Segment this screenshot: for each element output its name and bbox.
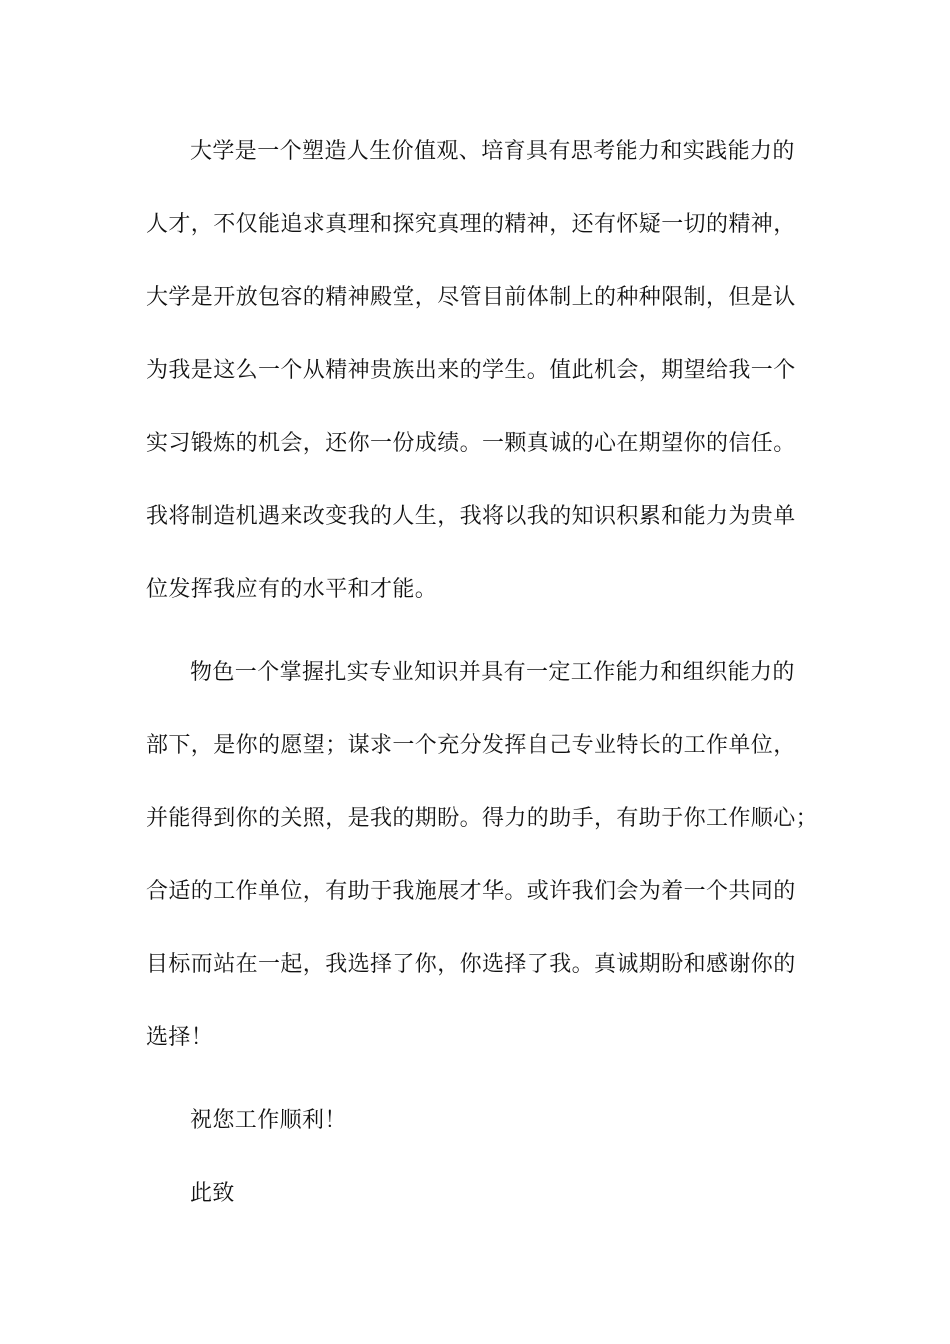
paragraph-2-line-6: 选择！ [146,1025,214,1050]
paragraph-1-line-5: 实习锻炼的机会，还你一份成绩。一颗真诚的心在期望你的信任。 [146,431,796,456]
paragraph-1-line-1: 大学是一个塑造人生价值观、培育具有思考能力和实践能力的 [190,139,795,164]
closing-wish: 祝您工作顺利！ [190,1108,347,1133]
paragraph-2-line-2: 部下，是你的愿望；谋求一个充分发挥自己专业特长的工作单位， [146,733,796,758]
paragraph-2-line-5: 目标而站在一起，我选择了你，你选择了我。真诚期盼和感谢你的 [146,952,796,977]
paragraph-2-line-1: 物色一个掌握扎实专业知识并具有一定工作能力和组织能力的 [190,660,795,685]
paragraph-1-line-7: 位发挥我应有的水平和才能。 [146,577,438,602]
paragraph-1-line-2: 人才，不仅能追求真理和探究真理的精神，还有怀疑一切的精神， [146,212,796,237]
paragraph-2-line-4: 合适的工作单位，有助于我施展才华。或许我们会为着一个共同的 [146,879,796,904]
closing-salutation: 此致 [190,1181,235,1206]
paragraph-2-line-3: 并能得到你的关照，是我的期盼。得力的助手，有助于你工作顺心； [146,806,819,831]
paragraph-1-line-6: 我将制造机遇来改变我的人生，我将以我的知识积累和能力为贵单 [146,504,796,529]
paragraph-1-line-3: 大学是开放包容的精神殿堂，尽管目前体制上的种种限制，但是认 [146,285,796,310]
paragraph-1-line-4: 为我是这么一个从精神贵族出来的学生。值此机会，期望给我一个 [146,358,796,383]
